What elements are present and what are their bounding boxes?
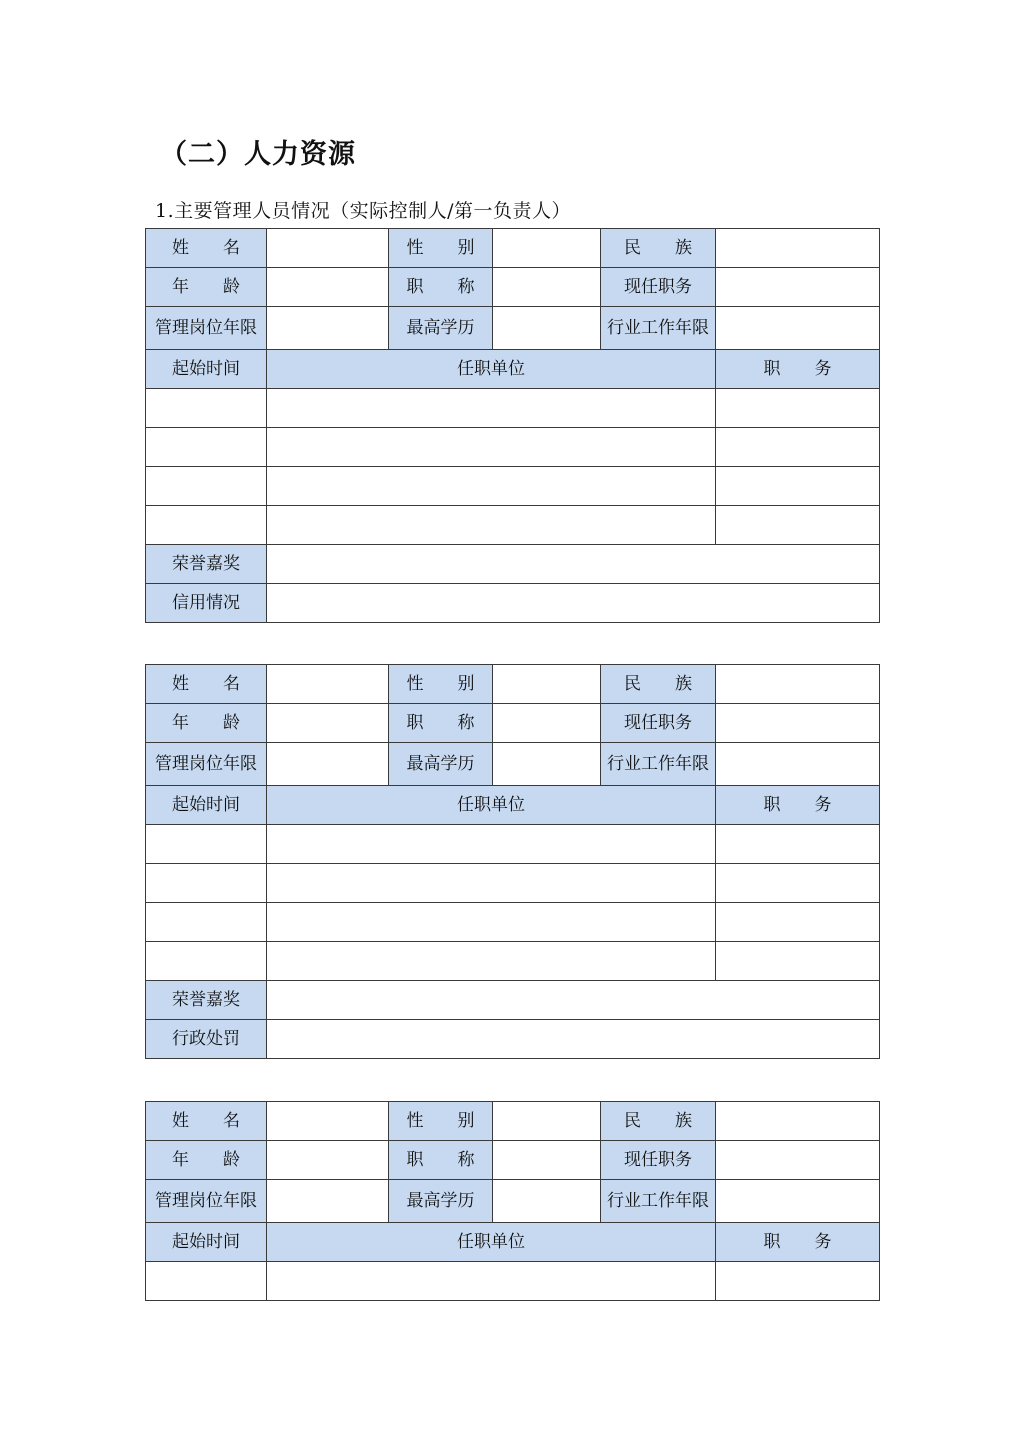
personnel-form-3 <box>145 1101 880 1301</box>
education-field[interactable] <box>493 307 601 350</box>
history-employer-field[interactable] <box>267 428 716 467</box>
ethnicity-label: 民 族 <box>601 665 716 704</box>
history-position-field[interactable] <box>716 864 880 903</box>
position-header: 职 务 <box>716 786 880 825</box>
employer-header: 任职单位 <box>267 1223 716 1262</box>
credit-label: 信用情况 <box>146 584 267 623</box>
personnel-form-1 <box>145 228 880 623</box>
start-time-header: 起始时间 <box>146 786 267 825</box>
history-position-field[interactable] <box>716 506 880 545</box>
history-start-time-field[interactable] <box>146 825 267 864</box>
ethnicity-field[interactable] <box>716 229 880 268</box>
history-position-field[interactable] <box>716 1262 880 1301</box>
education-field[interactable] <box>493 743 601 786</box>
history-employer-field[interactable] <box>267 903 716 942</box>
name-label: 姓 名 <box>146 229 267 268</box>
history-row <box>146 942 880 981</box>
mgmt-years-label: 管理岗位年限 <box>146 1180 267 1223</box>
history-row <box>146 903 880 942</box>
name-label: 姓 名 <box>146 1102 267 1141</box>
education-label: 最高学历 <box>389 307 493 350</box>
history-start-time-field[interactable] <box>146 389 267 428</box>
name-field[interactable] <box>267 1102 389 1141</box>
position-header: 职 务 <box>716 1223 880 1262</box>
age-field[interactable] <box>267 1141 389 1180</box>
education-label: 最高学历 <box>389 1180 493 1223</box>
employer-header: 任职单位 <box>267 786 716 825</box>
history-row <box>146 467 880 506</box>
penalty-field[interactable] <box>267 1020 880 1059</box>
history-start-time-field[interactable] <box>146 467 267 506</box>
industry-years-field[interactable] <box>716 1180 880 1223</box>
section-title: （二）人力资源 <box>160 139 356 170</box>
ethnicity-field[interactable] <box>716 1102 880 1141</box>
mgmt-years-field[interactable] <box>267 307 389 350</box>
title-field[interactable] <box>493 268 601 307</box>
history-employer-field[interactable] <box>267 506 716 545</box>
history-row <box>146 1262 880 1301</box>
history-position-field[interactable] <box>716 942 880 981</box>
history-start-time-field[interactable] <box>146 942 267 981</box>
history-employer-field[interactable] <box>267 825 716 864</box>
mgmt-years-field[interactable] <box>267 743 389 786</box>
start-time-header: 起始时间 <box>146 1223 267 1262</box>
honors-label: 荣誉嘉奖 <box>146 545 267 584</box>
gender-label: 性 别 <box>389 1102 493 1141</box>
history-row <box>146 428 880 467</box>
honors-field[interactable] <box>267 545 880 584</box>
credit-field[interactable] <box>267 584 880 623</box>
age-field[interactable] <box>267 268 389 307</box>
name-field[interactable] <box>267 665 389 704</box>
name-label: 姓 名 <box>146 665 267 704</box>
age-field[interactable] <box>267 704 389 743</box>
current-position-label: 现任职务 <box>601 704 716 743</box>
industry-years-field[interactable] <box>716 743 880 786</box>
history-employer-field[interactable] <box>267 864 716 903</box>
name-field[interactable] <box>267 229 389 268</box>
sub-title: 1.主要管理人员情况（实际控制人/第一负责人） <box>155 200 572 222</box>
history-row <box>146 506 880 545</box>
honors-label: 荣誉嘉奖 <box>146 981 267 1020</box>
mgmt-years-label: 管理岗位年限 <box>146 743 267 786</box>
ethnicity-label: 民 族 <box>601 229 716 268</box>
age-label: 年 龄 <box>146 1141 267 1180</box>
industry-years-label: 行业工作年限 <box>601 307 716 350</box>
history-employer-field[interactable] <box>267 1262 716 1301</box>
ethnicity-field[interactable] <box>716 665 880 704</box>
position-header: 职 务 <box>716 350 880 389</box>
title-field[interactable] <box>493 1141 601 1180</box>
title-label: 职 称 <box>389 268 493 307</box>
honors-field[interactable] <box>267 981 880 1020</box>
start-time-header: 起始时间 <box>146 350 267 389</box>
title-field[interactable] <box>493 704 601 743</box>
age-label: 年 龄 <box>146 704 267 743</box>
history-position-field[interactable] <box>716 903 880 942</box>
gender-field[interactable] <box>493 1102 601 1141</box>
education-label: 最高学历 <box>389 743 493 786</box>
current-position-field[interactable] <box>716 704 880 743</box>
history-row <box>146 864 880 903</box>
industry-years-label: 行业工作年限 <box>601 743 716 786</box>
current-position-field[interactable] <box>716 268 880 307</box>
history-start-time-field[interactable] <box>146 903 267 942</box>
history-start-time-field[interactable] <box>146 506 267 545</box>
gender-field[interactable] <box>493 229 601 268</box>
current-position-label: 现任职务 <box>601 1141 716 1180</box>
history-employer-field[interactable] <box>267 942 716 981</box>
education-field[interactable] <box>493 1180 601 1223</box>
personnel-form-2 <box>145 664 880 1059</box>
industry-years-field[interactable] <box>716 307 880 350</box>
gender-label: 性 别 <box>389 665 493 704</box>
history-row <box>146 389 880 428</box>
current-position-label: 现任职务 <box>601 268 716 307</box>
history-position-field[interactable] <box>716 825 880 864</box>
mgmt-years-field[interactable] <box>267 1180 389 1223</box>
gender-label: 性 别 <box>389 229 493 268</box>
ethnicity-label: 民 族 <box>601 1102 716 1141</box>
title-label: 职 称 <box>389 704 493 743</box>
gender-field[interactable] <box>493 665 601 704</box>
history-position-field[interactable] <box>716 428 880 467</box>
history-start-time-field[interactable] <box>146 864 267 903</box>
employer-header: 任职单位 <box>267 350 716 389</box>
history-start-time-field[interactable] <box>146 1262 267 1301</box>
history-start-time-field[interactable] <box>146 428 267 467</box>
penalty-label: 行政处罚 <box>146 1020 267 1059</box>
current-position-field[interactable] <box>716 1141 880 1180</box>
mgmt-years-label: 管理岗位年限 <box>146 307 267 350</box>
history-employer-field[interactable] <box>267 467 716 506</box>
history-row <box>146 825 880 864</box>
history-position-field[interactable] <box>716 389 880 428</box>
title-label: 职 称 <box>389 1141 493 1180</box>
history-position-field[interactable] <box>716 467 880 506</box>
industry-years-label: 行业工作年限 <box>601 1180 716 1223</box>
history-employer-field[interactable] <box>267 389 716 428</box>
age-label: 年 龄 <box>146 268 267 307</box>
